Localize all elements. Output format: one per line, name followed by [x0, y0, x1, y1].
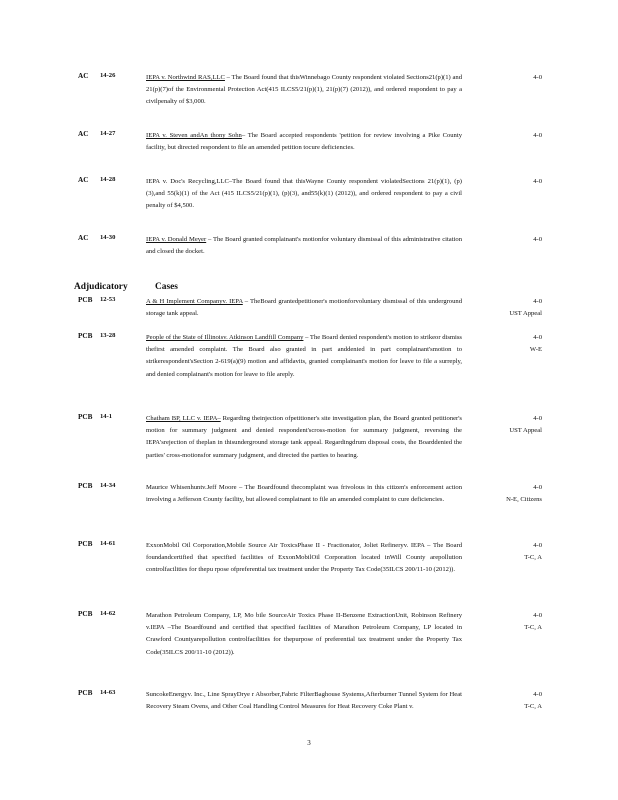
case-caption: IEPA v. Steven andAn thony Sohn — [146, 132, 242, 139]
docket-type: PCB — [78, 482, 93, 490]
docket-type: AC — [78, 130, 89, 138]
vote: 4-0 — [533, 612, 542, 619]
section-heading — [74, 282, 178, 292]
case-category: N-E, Citizens — [506, 496, 542, 503]
vote: 4-0 — [533, 334, 542, 341]
case-category: T-C, A — [524, 554, 542, 561]
docket-type: AC — [78, 234, 89, 242]
entry-text: – The Board found that thisWinnebago County respondent violated Sections21(p)(1) and 21(p)(7)of the Environmental Protection Act(415 ILCS5/21(p)(1), 21(p)(7) (2012)), and ordered respondent to pay a civilpenalty of $3,000. — [146, 74, 462, 106]
docket-number: 14-34 — [100, 482, 116, 489]
entry-summary — [146, 610, 462, 659]
section-heading-left: Adjudicatory — [74, 282, 128, 292]
vote: 4-0 — [533, 415, 542, 422]
page-number: 3 — [307, 739, 311, 747]
vote: 4-0 — [533, 298, 542, 305]
vote: 4-0 — [533, 132, 542, 139]
case-category: T-C, A — [524, 703, 542, 710]
docket-number: 14-61 — [100, 540, 116, 547]
case-caption: A & H Implement Companyv. IEPA — [146, 298, 243, 305]
case-caption: IEPA v. Northwind RAS,LLC — [146, 74, 225, 81]
vote: 4-0 — [533, 484, 542, 491]
docket-number: 14-62 — [100, 610, 116, 617]
case-caption: Chatham BP, LLC v. IEPA– — [146, 415, 221, 422]
entry-text: IEPA v. Doc's Recycling,LLC–The Board found that thisWayne County respondent violatedSections 21(p)(1), (p)(3),and 55(k)(1) of the Act (415 ILCS5/21(p)(1), (p)(3), and55(k)(1) (2012)), and ordered respondent to pay a civil penalty of $4,500. — [146, 178, 462, 210]
docket-number: 14-28 — [100, 176, 116, 183]
vote: 4-0 — [533, 74, 542, 81]
docket-number: 14-27 — [100, 130, 116, 137]
vote: 4-0 — [533, 542, 542, 549]
entry-text: – The Board granted complainant's motionfor voluntary dismissal of this administrative citation and closed the docket. — [146, 236, 462, 256]
docket-type: PCB — [78, 610, 93, 618]
docket-number: 14-30 — [100, 234, 116, 241]
docket-number: 14-1 — [100, 413, 113, 420]
section-heading-right: Cases — [155, 282, 178, 292]
vote: 4-0 — [533, 178, 542, 185]
case-caption: People of the State of Illinoisv. Atkinson Landfill Company — [146, 334, 304, 341]
entry-text: SuncokeEnergyv. Inc., Line SprayDrye r Absorber,Fabric FilterBaghouse Systems,Afterburner Tunnel System for Heat Recovery Steam Ovens, and Other Coal Handling Control Measures for Heat Recovery Coke Plant v. — [146, 691, 462, 711]
entry-text: – TheBoard grantedpetitioner's motionforvoluntary dismissal of this underground storage tank appeal. — [146, 298, 462, 318]
entry-summary — [146, 234, 462, 258]
vote: 4-0 — [533, 236, 542, 243]
docket-type: PCB — [78, 413, 93, 421]
docket-type: AC — [78, 72, 89, 80]
case-category: UST Appeal — [509, 310, 542, 317]
docket-type: PCB — [78, 332, 93, 340]
entry-summary — [146, 130, 462, 154]
entry-text: – The Board accepted respondents 'petition for review involving a Pike County facility, but directed respondent to file an amended petition tocure deficiencies. — [146, 132, 462, 152]
entry-text: Regarding theinjection ofpetitioner's site investigation plan, the Board granted petitioner's motion for summary judgment and denied respondent'scross-motion for summary judgment, reversing the IEPA'srejection of theplan in thisunderground storage tank appeal. Regardingdrum disposal costs, the Boarddenied the parties' cross-motionsfor summary judgment, and directed the parties to hearing. — [146, 415, 462, 459]
entry-text: ExxonMobil Oil Corporation,Mobile Source Air ToxicsPhase II - Fractionator, Joliet Refineryv. IEPA – The Board foundandcertified that specified facilities of ExxonMobilOil Corporation located inWill County arepollution controlfacilities for thepu rpose ofpreferential tax treatment under the Property Tax Code(35ILCS 200/11-10 (2012)). — [146, 542, 462, 574]
entry-summary — [146, 72, 462, 109]
docket-type: AC — [78, 176, 89, 184]
docket-number: 14-63 — [100, 689, 116, 696]
case-category: UST Appeal — [509, 427, 542, 434]
case-category: W-E — [529, 346, 542, 353]
docket-number: 12-53 — [100, 296, 116, 303]
docket-type: PCB — [78, 296, 93, 304]
vote: 4-0 — [533, 691, 542, 698]
docket-number: 14-26 — [100, 72, 116, 79]
docket-type: PCB — [78, 540, 93, 548]
entry-summary — [146, 332, 462, 381]
docket-number: 13-28 — [100, 332, 116, 339]
case-category: T-C, A — [524, 624, 542, 631]
entry-text: Marathon Petroleum Company, LP, Mo bile SourceAir Toxics Phase II-Benzene ExtractionUnit, Robinson Refinery v.IEPA –The Boardfound and certified that specified facilities of Marathon Petroleum Company, LP located in Crawford Countyarepollution controlfacilities for thepurpose of preferential tax treatment under the Property Tax Code(35ILCS 200/11-10 (2012)). — [146, 612, 462, 656]
entry-text: – The Board denied respondent's motion to strikeor dismiss thefirst amended complaint. The Board also granted in part anddenied in part complainant'smotion to strikerespondent'sSection 2-619(a)(9) motion and affidavits, granted complainant's motion for leave to file a surreply, and denied complainant's motion for leave to file areply. — [146, 334, 462, 378]
entry-summary — [146, 413, 462, 462]
docket-type: PCB — [78, 689, 93, 697]
case-caption: IEPA v. Donald Meyer — [146, 236, 207, 243]
entry-summary — [146, 176, 462, 213]
entry-text: Maurice Whisenhuntv.Jeff Moore – The Boardfound thecomplaint was frivolous in this citizen's enforcement action involving a Jefferson County facility, but allowed complainant to file an amended complaint to cure deficiencies. — [146, 484, 462, 504]
